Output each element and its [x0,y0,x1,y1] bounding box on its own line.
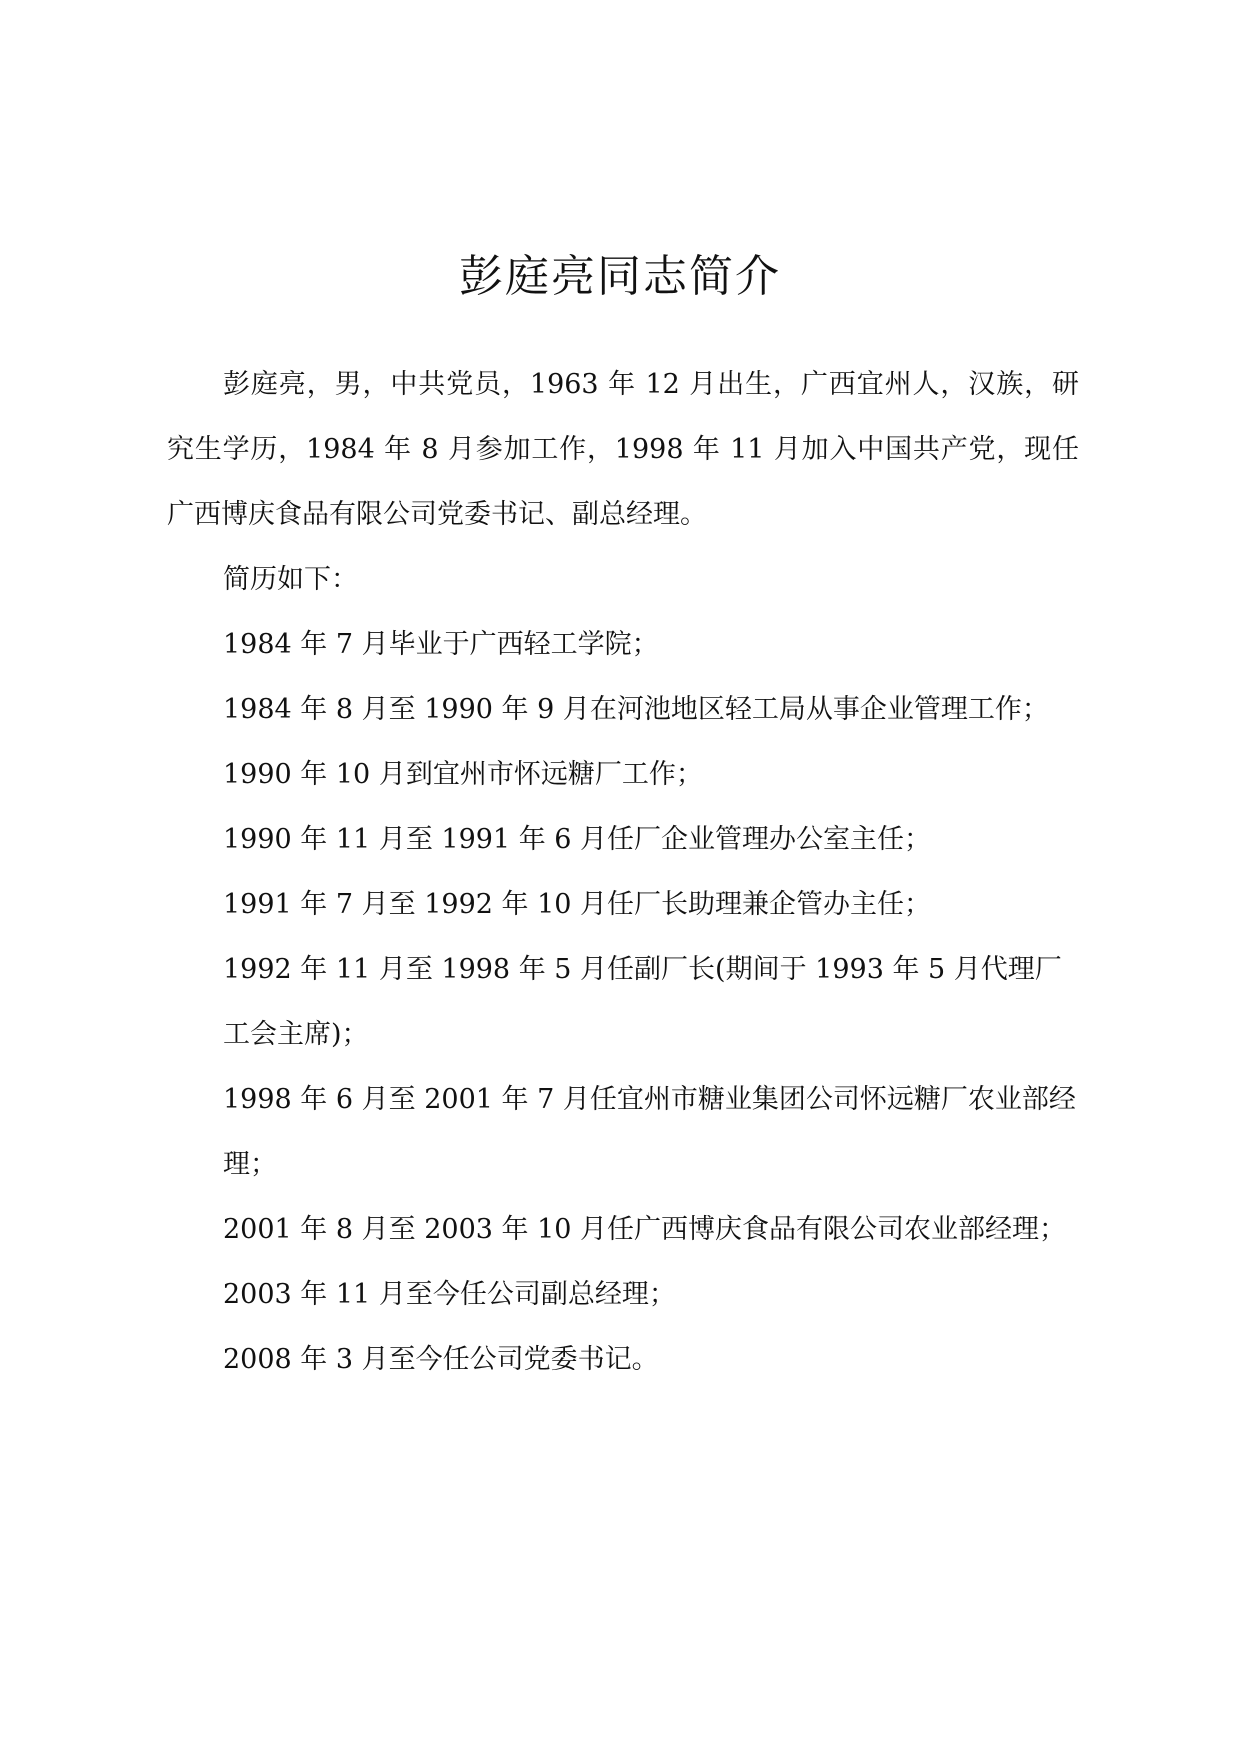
resume-heading: 简历如下： [223,564,358,595]
document-body [167,352,1079,1392]
intro-paragraph: 彭庭亮，男，中共党员，1963 年 12 月出生，广西宜州人，汉族，研究生学历，1984 年 8 月参加工作，1998 年 11 月加入中国共产党，现任广西博庆食品有限公司党委书记、副总经理。 [167,369,1079,530]
resume-list [167,612,1079,1392]
resume-item: 1984 年 7 月毕业于广西轻工学院； [223,629,659,660]
resume-item: 1998 年 6 月至 2001 年 7 月任宜州市糖业集团公司怀远糖厂农业部经理； [223,1084,1076,1180]
resume-item: 1991 年 7 月至 1992 年 10 月任厂长助理兼企管办主任； [223,889,932,920]
resume-item: 2008 年 3 月至今任公司党委书记。 [223,1344,659,1375]
resume-item: 1990 年 10 月到宜州市怀远糖厂工作； [223,759,703,790]
resume-item: 2003 年 11 月至今任公司副总经理； [223,1279,676,1310]
resume-item: 1990 年 11 月至 1991 年 6 月任厂企业管理办公室主任； [223,824,932,855]
resume-item: 1992 年 11 月至 1998 年 5 月任副厂长(期间于 1993 年 5 月代理厂工会主席)； [223,954,1062,1050]
document-title: 彭庭亮同志简介 [459,251,781,303]
resume-item: 2001 年 8 月至 2003 年 10 月任广西博庆食品有限公司农业部经理； [223,1214,1067,1245]
resume-item: 1984 年 8 月至 1990 年 9 月在河池地区轻工局从事企业管理工作； [223,694,1049,725]
